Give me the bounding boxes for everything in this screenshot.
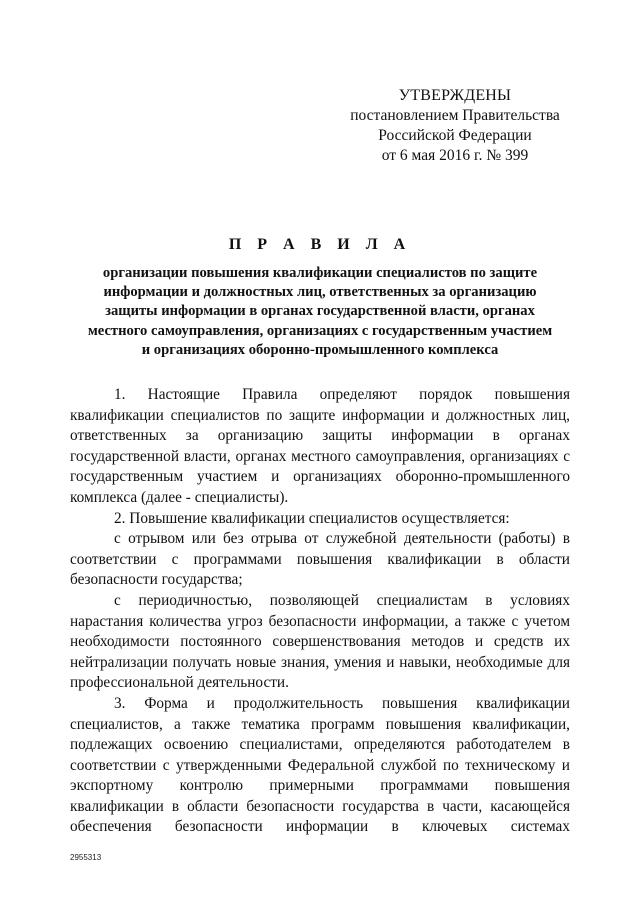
document-body [70,385,570,838]
approval-decree-line: постановлением Правительства [350,107,560,124]
approval-date-line: от 6 мая 2016 г. № 399 [381,147,529,164]
subtitle-line: защиты информации в органах государственной власти, органах [105,303,535,320]
subtitle-line: и организациях оборонно-промышленного комплекса [141,341,499,358]
paragraph-2-item-1: с отрывом или без отрыва от служебной деятельности (работы) в соответствии с программами повышения квалификации в области безопасности государства; [70,530,570,589]
approval-government-line: Российской Федерации [378,127,532,144]
subtitle-line: информации и должностных лиц, ответственных за организацию [103,284,537,301]
paragraph-2: 2. Повышение квалификации специалистов осуществляется: [114,509,510,527]
subtitle-line: организации повышения квалификации специалистов по защите [102,265,538,281]
paragraph-1: 1. Настоящие Правила определяют порядок повышения квалификации специалистов по защите информации и должностных лиц, ответственных за организацию защиты информации в органах государственной власти, органах местного самоуправления, организациях с государственным участием и организациях оборонно-промышленного комплекса (далее - специалисты). [70,386,570,506]
document-code: 2955313 [70,853,102,862]
document-title: П Р А В И Л А [228,236,412,253]
approval-heading: УТВЕРЖДЕНЫ [398,87,512,104]
subtitle-line: местного самоуправления, организациях с государственным участием [87,322,553,339]
paragraph-3: 3. Форма и продолжительность повышения квалификации специалистов, а также тематика программ повышения квалификации, подлежащих освоению специалистами, определяются работодателем в соответствии с утвержденными Федеральной службой по техническому и экспортному контролю примерными программами повышения квалификации в области безопасности государства в части, касающейся обеспечения безопасности информации в ключевых системах [70,694,570,836]
document-subtitle [70,264,570,360]
paragraph-2-item-2: с периодичностью, позволяющей специалистам в условиях нарастания количества угроз безопасности информации, а также с учетом необходимости постоянного совершенствования методов и средств их нейтрализации получать новые знания, умения и навыки, необходимые для профессиональной деятельности. [70,591,570,692]
approval-block [340,86,570,166]
